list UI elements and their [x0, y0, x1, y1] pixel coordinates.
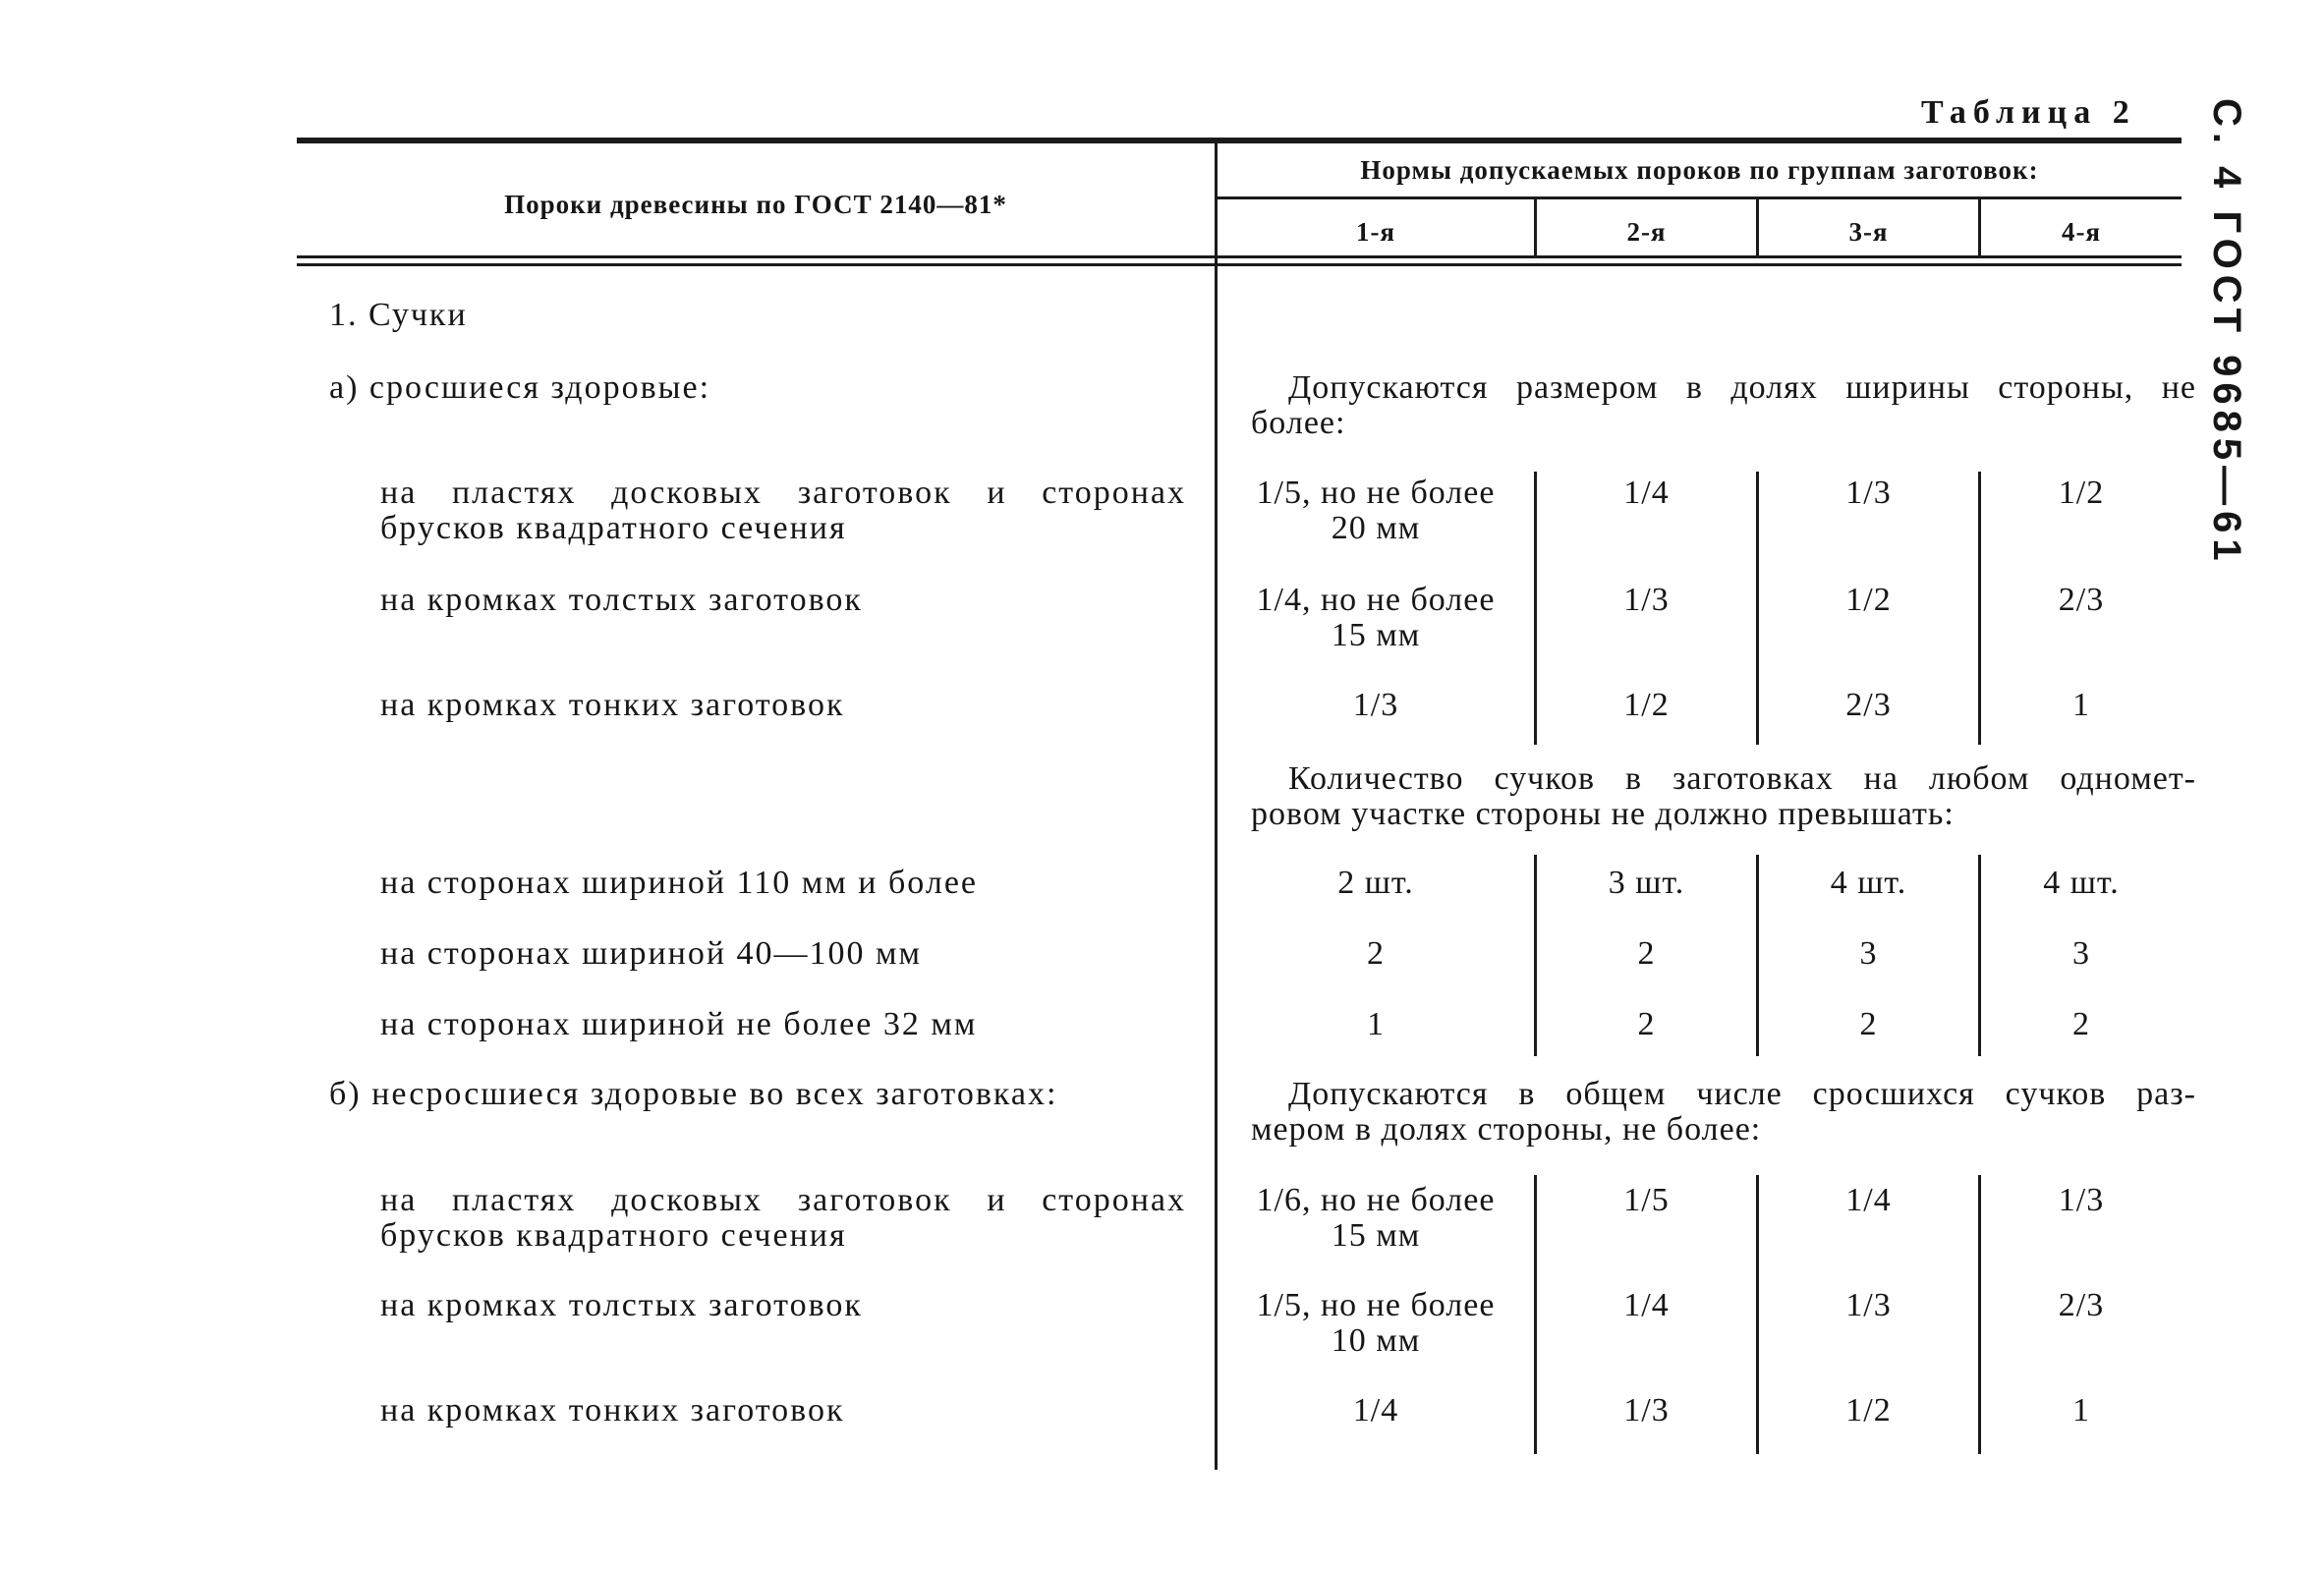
main-column-rule: [1215, 140, 1218, 1470]
header-defects-column: Пороки древесины по ГОСТ 2140—81*: [504, 190, 1007, 219]
a-row3-group1-value: 1/3: [1352, 687, 1399, 723]
b-row2-group3-value: 1/3: [1845, 1287, 1892, 1323]
count-note-line1: Количество сучков в заготовках на любом одномет-: [1288, 760, 2196, 797]
b-row2-label: на кромках толстых заготовок: [380, 1287, 863, 1323]
subsection-b-note-line1: Допускаются в общем числе сросшихся сучков раз-: [1288, 1076, 2196, 1112]
header-norms-group: Нормы допускаемых пороков по группам заготовок:: [1360, 155, 2039, 185]
b-row3-group3-value: 1/2: [1845, 1392, 1892, 1429]
b-row1-label-line1: на пластях досковых заготовок и сторонах: [380, 1182, 1186, 1218]
count-row3-group1-value: 1: [1367, 1006, 1385, 1042]
count-note: [1251, 761, 2196, 832]
a-row3-group4-value: 1: [2072, 687, 2090, 723]
header-mid-rule: [1215, 196, 2182, 199]
a-row1-label-line2: брусков квадратного сечения: [380, 510, 847, 546]
b-row1-label-line2: брусков квадратного сечения: [380, 1217, 847, 1254]
header-group-4: 4-я: [2061, 217, 2102, 247]
a-row2-group1-value-limit: 15 мм: [1331, 617, 1421, 653]
count-row3-label: на сторонах шириной не более 32 мм: [380, 1006, 978, 1042]
b-row1-group4-value: 1/3: [2058, 1182, 2105, 1218]
subsection-a-note-line1: Допускаются размером в долях ширины стороны, не: [1288, 369, 2196, 406]
b-row2-group1-value-limit: 10 мм: [1331, 1322, 1421, 1359]
header-group-2: 2-я: [1626, 217, 1667, 247]
count-row1-group1-value: 2 шт.: [1337, 865, 1414, 901]
b-row3-label: на кромках тонких заготовок: [380, 1392, 845, 1429]
count-row2-group4-value: 3: [2072, 935, 2090, 972]
count-row2-group1-value: 2: [1367, 935, 1385, 972]
a-row1-group1-value: 1/5, но не более: [1256, 475, 1496, 511]
b-row1-group2-value: 1/5: [1623, 1182, 1670, 1218]
subsection-a-note: [1251, 370, 2196, 441]
a-row3-group3-value: 2/3: [1845, 687, 1892, 723]
count-row1-group3-value: 4 шт.: [1830, 865, 1907, 901]
b-row1-group1-value-limit: 15 мм: [1331, 1217, 1421, 1254]
b-row2-group2-value: 1/4: [1623, 1287, 1670, 1323]
subsection-b-label: б) несросшиеся здоровые во всех заготовках:: [329, 1076, 1058, 1112]
header-bottom-rule-2: [297, 263, 2182, 266]
count-row3-group4-value: 2: [2072, 1006, 2090, 1042]
b-row1-group1-value: 1/6, но не более: [1256, 1182, 1496, 1218]
a-row1-group1-value-limit: 20 мм: [1331, 510, 1421, 546]
count-row1-label: на сторонах шириной 110 мм и более: [380, 865, 978, 901]
a-row1-group4-value: 1/2: [2058, 475, 2105, 511]
side-header: С. 4 ГОСТ 9685—61: [2205, 98, 2248, 567]
subsection-a-note-line2: более:: [1251, 405, 1346, 441]
b-row2-group4-value: 2/3: [2058, 1287, 2105, 1323]
count-row2-group2-value: 2: [1637, 935, 1656, 972]
subsection-a-label: а) сросшиеся здоровые:: [329, 369, 711, 406]
b-row3-group4-value: 1: [2072, 1392, 2090, 1429]
a-row3-label: на кромках тонких заготовок: [380, 687, 845, 723]
count-note-line2: ровом участке стороны не должно превышать:: [1251, 796, 1955, 832]
a-row1-group3-value: 1/3: [1845, 475, 1892, 511]
b-row3-group1-value: 1/4: [1352, 1392, 1399, 1429]
a-row2-label: на кромках толстых заготовок: [380, 582, 863, 618]
count-row3-group3-value: 2: [1859, 1006, 1878, 1042]
header-group-1: 1-я: [1355, 217, 1396, 247]
count-row3-group2-value: 2: [1637, 1006, 1656, 1042]
a-row2-group4-value: 2/3: [2058, 582, 2105, 618]
a-row3-group2-value: 1/2: [1623, 687, 1670, 723]
subsection-b-note: [1251, 1077, 2196, 1148]
table-title: Таблица 2: [1921, 94, 2136, 131]
count-row1-group2-value: 3 шт.: [1608, 865, 1685, 901]
subsection-b-note-line2: мером в долях стороны, не более:: [1251, 1111, 1762, 1148]
count-row2-group3-value: 3: [1859, 935, 1878, 972]
a-row1-label-line1: на пластях досковых заготовок и сторонах: [380, 475, 1186, 511]
count-row2-label: на сторонах шириной 40—100 мм: [380, 935, 923, 972]
a-row1-group2-value: 1/4: [1623, 475, 1670, 511]
header-bottom-rule-1: [297, 255, 2182, 258]
section-knots-title: 1. Сучки: [329, 297, 468, 333]
a-row2-group3-value: 1/2: [1845, 582, 1892, 618]
a-row2-group1-value: 1/4, но не более: [1256, 582, 1496, 618]
header-group-3: 3-я: [1848, 217, 1889, 247]
count-row1-group4-value: 4 шт.: [2043, 865, 2120, 901]
b-row2-group1-value: 1/5, но не более: [1256, 1287, 1496, 1323]
header-top-rule: [297, 138, 2182, 143]
b-row3-group2-value: 1/3: [1623, 1392, 1670, 1429]
a-row2-group2-value: 1/3: [1623, 582, 1670, 618]
b-row1-group3-value: 1/4: [1845, 1182, 1892, 1218]
